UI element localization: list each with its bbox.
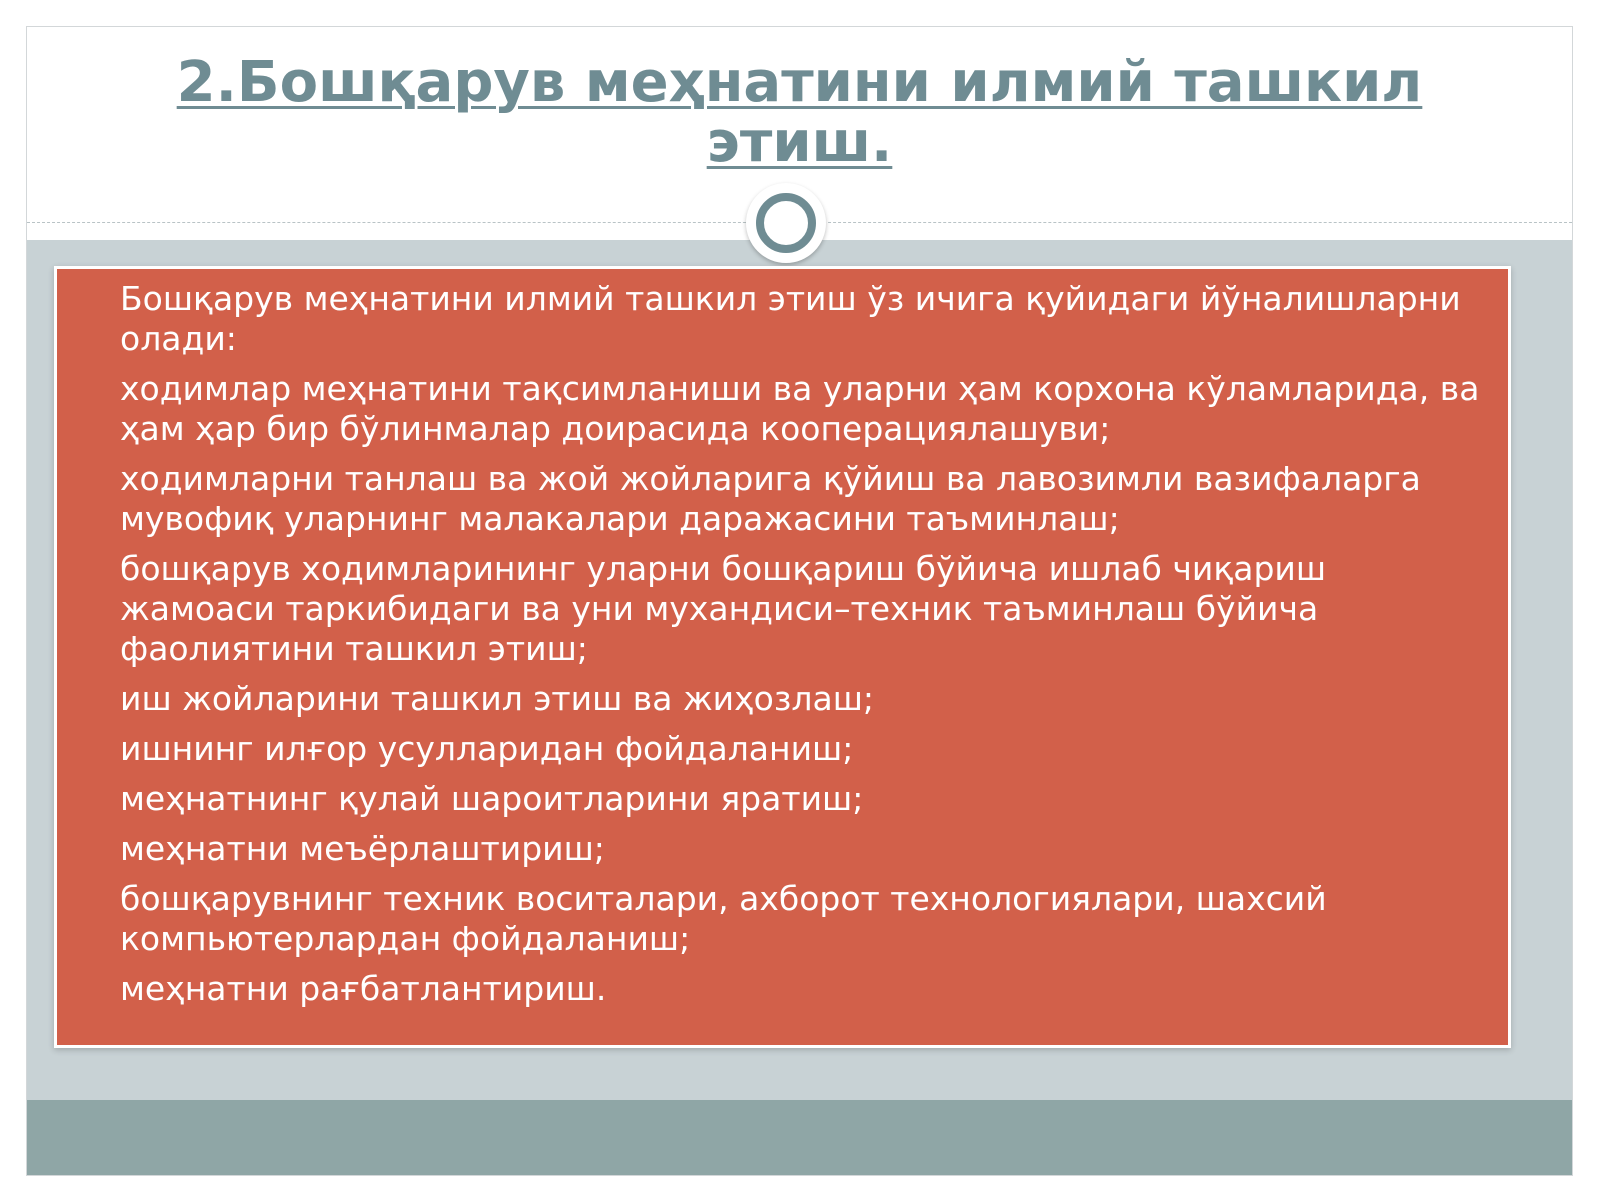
- circle-ornament-icon: [746, 183, 826, 263]
- content-list: [120, 279, 1484, 1019]
- footer-band: [27, 1100, 1572, 1176]
- list-item: бошқарувнинг техник воситалари, ахборот технологиялари, шахсий компьютерлардан фойдаланиш;: [120, 879, 1327, 958]
- list-item: ходимлар меҳнатини тақсимланиши ва уларни ҳам корхона кўламларида, ва ҳам ҳар бир бўлинмалар доирасида кооперациялашуви;: [120, 369, 1480, 448]
- list-item: иш жойларини ташкил этиш ва жиҳозлаш;: [120, 679, 875, 718]
- list-item: меҳнатнинг қулай шароитларини яратиш;: [120, 779, 864, 818]
- list-item: меҳнатни рағбатлантириш.: [120, 969, 607, 1008]
- list-item: бошқарув ходимларининг уларни бошқариш бўйича ишлаб чиқариш жамоаси таркибидаги ва уни мухандиси–техник таъминлаш бўйича фаолиятини ташкил этиш;: [120, 549, 1327, 668]
- slide: [26, 26, 1573, 1176]
- slide-title: 2.Бошқарув меҳнатини илмий ташкил этиш.: [176, 50, 1423, 175]
- list-item: ходимларни танлаш ва жой жойларига қўйиш ва лавозимли вазифаларга мувофиқ уларнинг малакалари даражасини таъминлаш;: [120, 459, 1421, 538]
- content-box: [54, 266, 1511, 1048]
- list-item: ишнинг илғор усулларидан фойдаланиш;: [120, 729, 854, 768]
- intro-paragraph: Бошқарув меҳнатини илмий ташкил этиш ўз ичига қуйидаги йўналишларни олади:: [120, 279, 1461, 358]
- list-item: меҳнатни меъёрлаштириш;: [120, 829, 605, 868]
